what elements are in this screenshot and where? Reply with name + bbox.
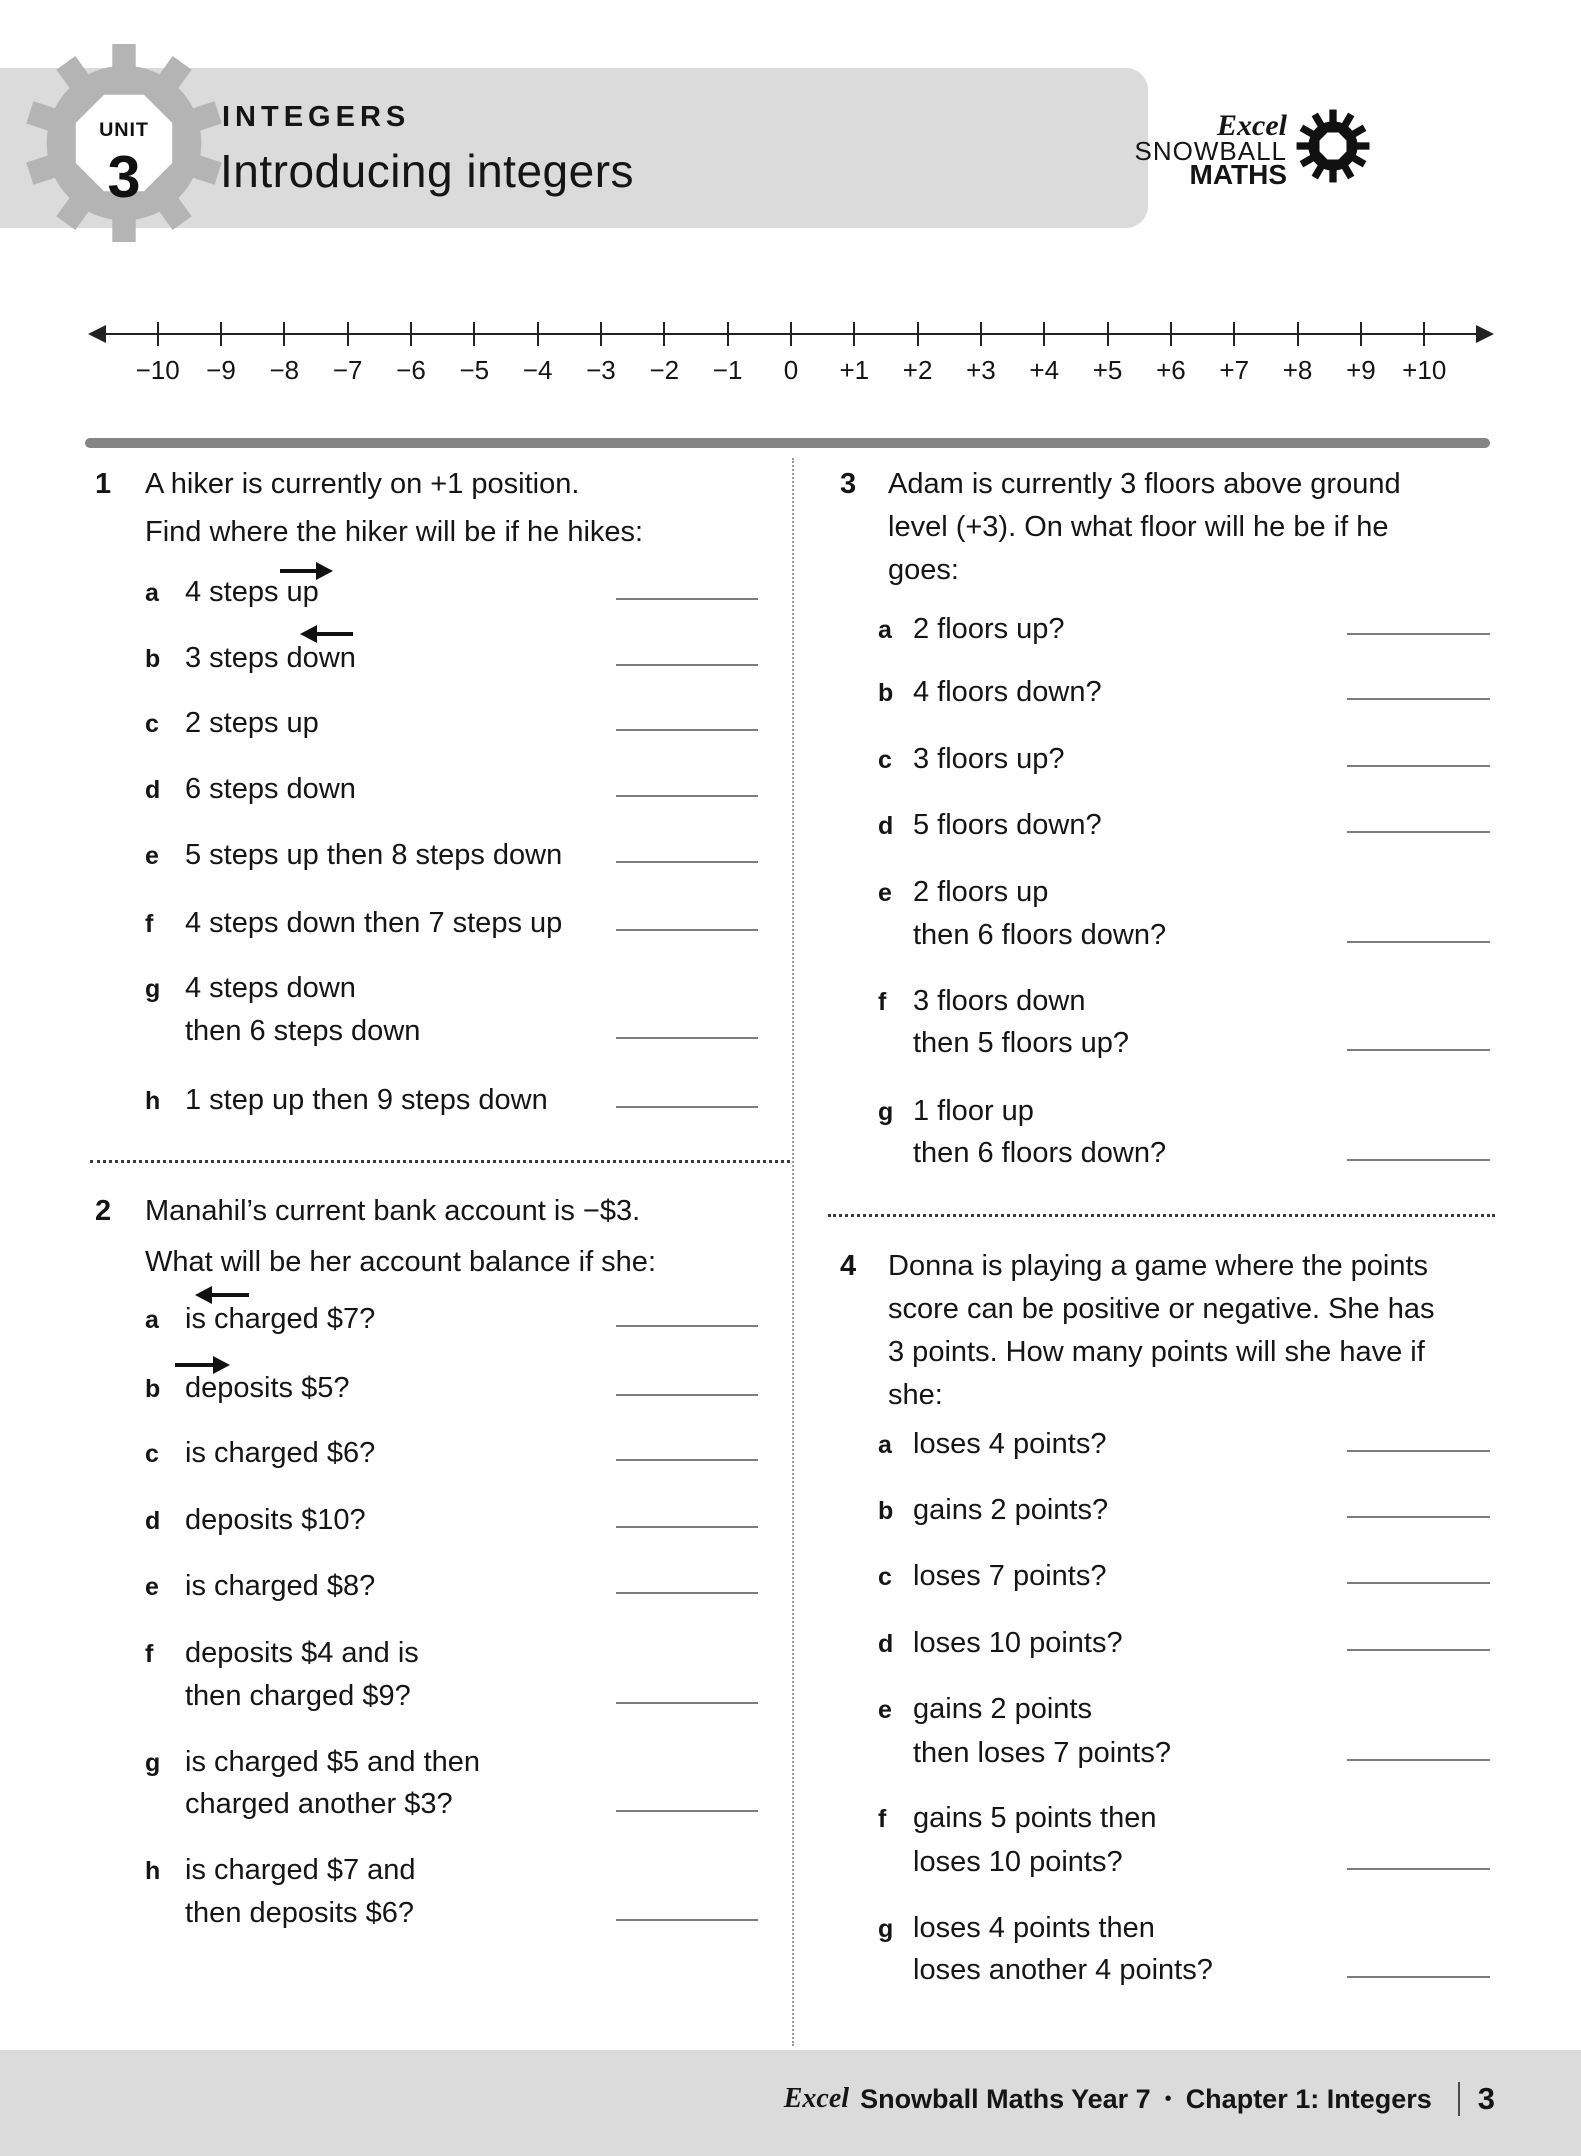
header-eyebrow: INTEGERS <box>222 101 411 133</box>
logo-snowball: SNOWBALL <box>1134 136 1287 166</box>
answer-blank[interactable] <box>616 795 758 797</box>
section-separator <box>828 1214 1495 1217</box>
answer-blank[interactable] <box>1347 633 1490 635</box>
item-letter: e <box>145 1573 159 1601</box>
tick-label: +10 <box>1402 355 1447 385</box>
item-text: deposits $4 and is <box>185 1637 419 1669</box>
tick <box>727 322 729 346</box>
item-text: then deposits $6? <box>185 1897 414 1929</box>
tick-label: −7 <box>332 355 363 385</box>
answer-blank[interactable] <box>1347 1868 1490 1870</box>
unit-number: 3 <box>107 143 141 211</box>
item-text: then 5 floors up? <box>913 1027 1130 1059</box>
tick <box>980 322 982 346</box>
item-text: 3 floors up? <box>913 743 1065 775</box>
tick <box>1297 322 1299 346</box>
item-text: 5 steps up then 8 steps down <box>185 839 563 871</box>
tick <box>347 322 349 346</box>
item-text: then charged $9? <box>185 1680 411 1712</box>
tick <box>917 322 919 346</box>
number-line-ticks <box>126 322 1456 386</box>
item-text: 2 floors up? <box>913 613 1065 645</box>
answer-blank[interactable] <box>1347 1759 1490 1761</box>
tick-label: +3 <box>966 355 996 385</box>
item-letter: e <box>878 879 892 907</box>
item-letter: a <box>145 1306 159 1334</box>
logo-excel: Excel <box>1217 109 1287 142</box>
item-text: loses 7 points? <box>913 1560 1107 1592</box>
answer-blank[interactable] <box>1347 831 1490 833</box>
item-letter: f <box>878 1805 887 1833</box>
item-letter: g <box>878 1915 894 1943</box>
item-letter: b <box>878 1497 894 1525</box>
item-text: is charged $8? <box>185 1570 376 1602</box>
brand-logo <box>1000 109 1287 190</box>
tick-label: −4 <box>522 355 553 385</box>
answer-blank[interactable] <box>1347 1516 1490 1518</box>
question-intro-line: What will be her account balance if she: <box>145 1246 656 1278</box>
question-intro-line: 3 points. How many points will she have if <box>888 1336 1425 1368</box>
tick <box>600 322 602 346</box>
item-letter: f <box>145 910 154 938</box>
item-letter: c <box>878 746 892 774</box>
tick-label: −5 <box>459 355 490 385</box>
right-arrow-icon <box>280 569 317 573</box>
question-intro-line: she: <box>888 1379 943 1411</box>
right-arrow-icon <box>175 1363 214 1367</box>
item-text: 1 floor up <box>913 1095 1034 1127</box>
tick <box>283 322 285 346</box>
answer-blank[interactable] <box>1347 1649 1490 1651</box>
tick-label: +2 <box>902 355 933 385</box>
left-arrow-icon <box>211 1293 249 1297</box>
item-text: is charged $7 and <box>185 1854 416 1886</box>
item-letter: d <box>878 812 894 840</box>
answer-blank[interactable] <box>616 729 758 731</box>
item-letter: d <box>145 1507 161 1535</box>
item-letter: e <box>145 842 159 870</box>
item-letter: b <box>145 1375 161 1403</box>
item-text: deposits $10? <box>185 1504 366 1536</box>
question-intro-line: level (+3). On what floor will he be if he <box>888 511 1389 543</box>
item-letter: c <box>145 1440 159 1468</box>
footer <box>784 2080 1495 2118</box>
tick-label: −3 <box>586 355 616 385</box>
item-text: 2 steps up <box>185 707 319 739</box>
item-letter: g <box>878 1098 894 1126</box>
tick <box>1233 322 1235 346</box>
item-letter: g <box>145 975 161 1003</box>
left-arrowhead-icon <box>88 325 106 343</box>
left-arrow-icon <box>316 632 353 636</box>
item-text: loses 10 points? <box>913 1627 1123 1659</box>
item-letter: b <box>878 679 894 707</box>
tick-label: +9 <box>1346 355 1376 385</box>
tick-label: −8 <box>269 355 300 385</box>
answer-blank[interactable] <box>1347 1159 1490 1161</box>
item-text: is charged $6? <box>185 1437 376 1469</box>
item-text: gains 2 points <box>913 1693 1092 1725</box>
tick-label: −6 <box>396 355 426 385</box>
question-intro-line: Adam is currently 3 floors above ground <box>888 468 1401 500</box>
footer-divider <box>1458 2082 1460 2116</box>
footer-brand: Excel <box>783 2083 850 2114</box>
item-text: loses another 4 points? <box>913 1954 1213 1986</box>
footer-chapter: Chapter 1: Integers <box>1185 2083 1432 2114</box>
item-text: then 6 floors down? <box>913 1137 1167 1169</box>
question-intro-line: goes: <box>888 554 959 586</box>
question-number: 4 <box>840 1250 857 1282</box>
answer-blank[interactable] <box>616 664 758 666</box>
item-text: 3 floors down <box>913 985 1086 1017</box>
answer-blank[interactable] <box>1347 1976 1490 1978</box>
item-letter: h <box>145 1857 161 1885</box>
item-text: 4 steps down <box>185 972 356 1004</box>
tick-label: +7 <box>1219 355 1250 385</box>
tick-label: −2 <box>649 355 680 385</box>
question-number: 2 <box>95 1195 112 1227</box>
item-text: 4 steps down then 7 steps up <box>185 907 563 939</box>
tick-label: +1 <box>839 355 870 385</box>
item-letter: a <box>878 1431 892 1459</box>
answer-blank[interactable] <box>616 1106 758 1108</box>
question-intro-line: Manahil’s current bank account is −$3. <box>145 1195 641 1227</box>
tick <box>790 322 792 346</box>
answer-blank[interactable] <box>616 1702 758 1704</box>
item-letter: e <box>878 1696 892 1724</box>
item-letter: b <box>145 645 161 673</box>
section-rule <box>85 438 1490 448</box>
logo-gear-icon <box>1292 104 1374 188</box>
item-text: gains 2 points? <box>913 1494 1109 1526</box>
tick-label: +4 <box>1029 355 1060 385</box>
item-text: 3 steps down <box>185 642 356 674</box>
unit-badge-gear-icon <box>25 40 223 246</box>
item-text: then loses 7 points? <box>913 1737 1171 1769</box>
footer-page-number: 3 <box>1477 2081 1495 2116</box>
footer-bullet-icon: • <box>1164 2087 1172 2110</box>
item-letter: c <box>145 710 159 738</box>
tick <box>1107 322 1109 346</box>
tick <box>663 322 665 346</box>
tick <box>537 322 539 346</box>
column-divider <box>792 458 794 2046</box>
answer-blank[interactable] <box>616 598 758 600</box>
item-text: is charged $7? <box>185 1303 376 1335</box>
item-text: charged another $3? <box>185 1788 453 1820</box>
item-letter: a <box>878 616 892 644</box>
item-text: then 6 steps down <box>185 1015 421 1047</box>
answer-blank[interactable] <box>616 1325 758 1327</box>
tick <box>1043 322 1045 346</box>
item-letter: g <box>145 1749 161 1777</box>
answer-blank[interactable] <box>1347 1450 1490 1452</box>
item-letter: h <box>145 1087 161 1115</box>
tick <box>1423 322 1425 346</box>
item-text: 5 floors down? <box>913 809 1102 841</box>
answer-blank[interactable] <box>1347 1049 1490 1051</box>
item-text: gains 5 points then <box>913 1802 1157 1834</box>
question-intro-line: A hiker is currently on +1 position. <box>145 468 580 500</box>
item-letter: c <box>878 1563 892 1591</box>
answer-blank[interactable] <box>616 1526 758 1528</box>
question-intro-line: Donna is playing a game where the points <box>888 1250 1429 1282</box>
answer-blank[interactable] <box>616 1394 758 1396</box>
tick-label: −9 <box>206 355 236 385</box>
tick-label: +8 <box>1282 355 1313 385</box>
right-arrowhead-icon <box>1476 325 1494 343</box>
item-text: 6 steps down <box>185 773 356 805</box>
answer-blank[interactable] <box>616 929 758 931</box>
tick <box>853 322 855 346</box>
answer-blank[interactable] <box>616 1810 758 1812</box>
footer-series: Snowball Maths Year 7 <box>860 2083 1151 2114</box>
item-text: 2 floors up <box>913 876 1049 908</box>
question-number: 1 <box>95 468 112 500</box>
item-text: loses 4 points? <box>913 1428 1107 1460</box>
item-text: 1 step up then 9 steps down <box>185 1084 548 1116</box>
tick-label: 0 <box>783 355 799 385</box>
tick <box>220 322 222 346</box>
question-intro-line: score can be positive or negative. She has <box>888 1293 1435 1325</box>
answer-blank[interactable] <box>616 1919 758 1921</box>
logo-maths: MATHS <box>1189 159 1287 190</box>
item-text: loses 10 points? <box>913 1846 1123 1878</box>
item-letter: d <box>145 776 161 804</box>
item-text: then 6 floors down? <box>913 919 1167 951</box>
question-number: 3 <box>840 468 857 500</box>
answer-blank[interactable] <box>616 861 758 863</box>
question-intro-line: Find where the hiker will be if he hikes: <box>145 516 644 548</box>
tick-label: −1 <box>712 355 743 385</box>
answer-blank[interactable] <box>616 1459 758 1461</box>
tick <box>473 322 475 346</box>
answer-blank[interactable] <box>1347 765 1490 767</box>
item-text: loses 4 points then <box>913 1912 1155 1944</box>
item-text: 4 floors down? <box>913 676 1102 708</box>
answer-blank[interactable] <box>1347 698 1490 700</box>
item-letter: f <box>878 988 887 1016</box>
answer-blank[interactable] <box>1347 1582 1490 1584</box>
item-letter: d <box>878 1630 894 1658</box>
item-letter: a <box>145 579 159 607</box>
unit-label: UNIT <box>99 118 149 141</box>
item-text: deposits $5? <box>185 1372 350 1404</box>
page-title: Introducing integers <box>220 145 635 197</box>
answer-blank[interactable] <box>616 1037 758 1039</box>
item-text: is charged $5 and then <box>185 1746 481 1778</box>
section-separator <box>90 1160 790 1163</box>
tick-label: +6 <box>1156 355 1186 385</box>
item-letter: f <box>145 1640 154 1668</box>
answer-blank[interactable] <box>1347 941 1490 943</box>
tick-label: −10 <box>135 355 180 385</box>
tick <box>157 322 159 346</box>
tick-label: +5 <box>1092 355 1123 385</box>
tick <box>410 322 412 346</box>
item-text: 4 steps up <box>185 576 319 608</box>
tick <box>1360 322 1362 346</box>
answer-blank[interactable] <box>616 1592 758 1594</box>
tick <box>1170 322 1172 346</box>
